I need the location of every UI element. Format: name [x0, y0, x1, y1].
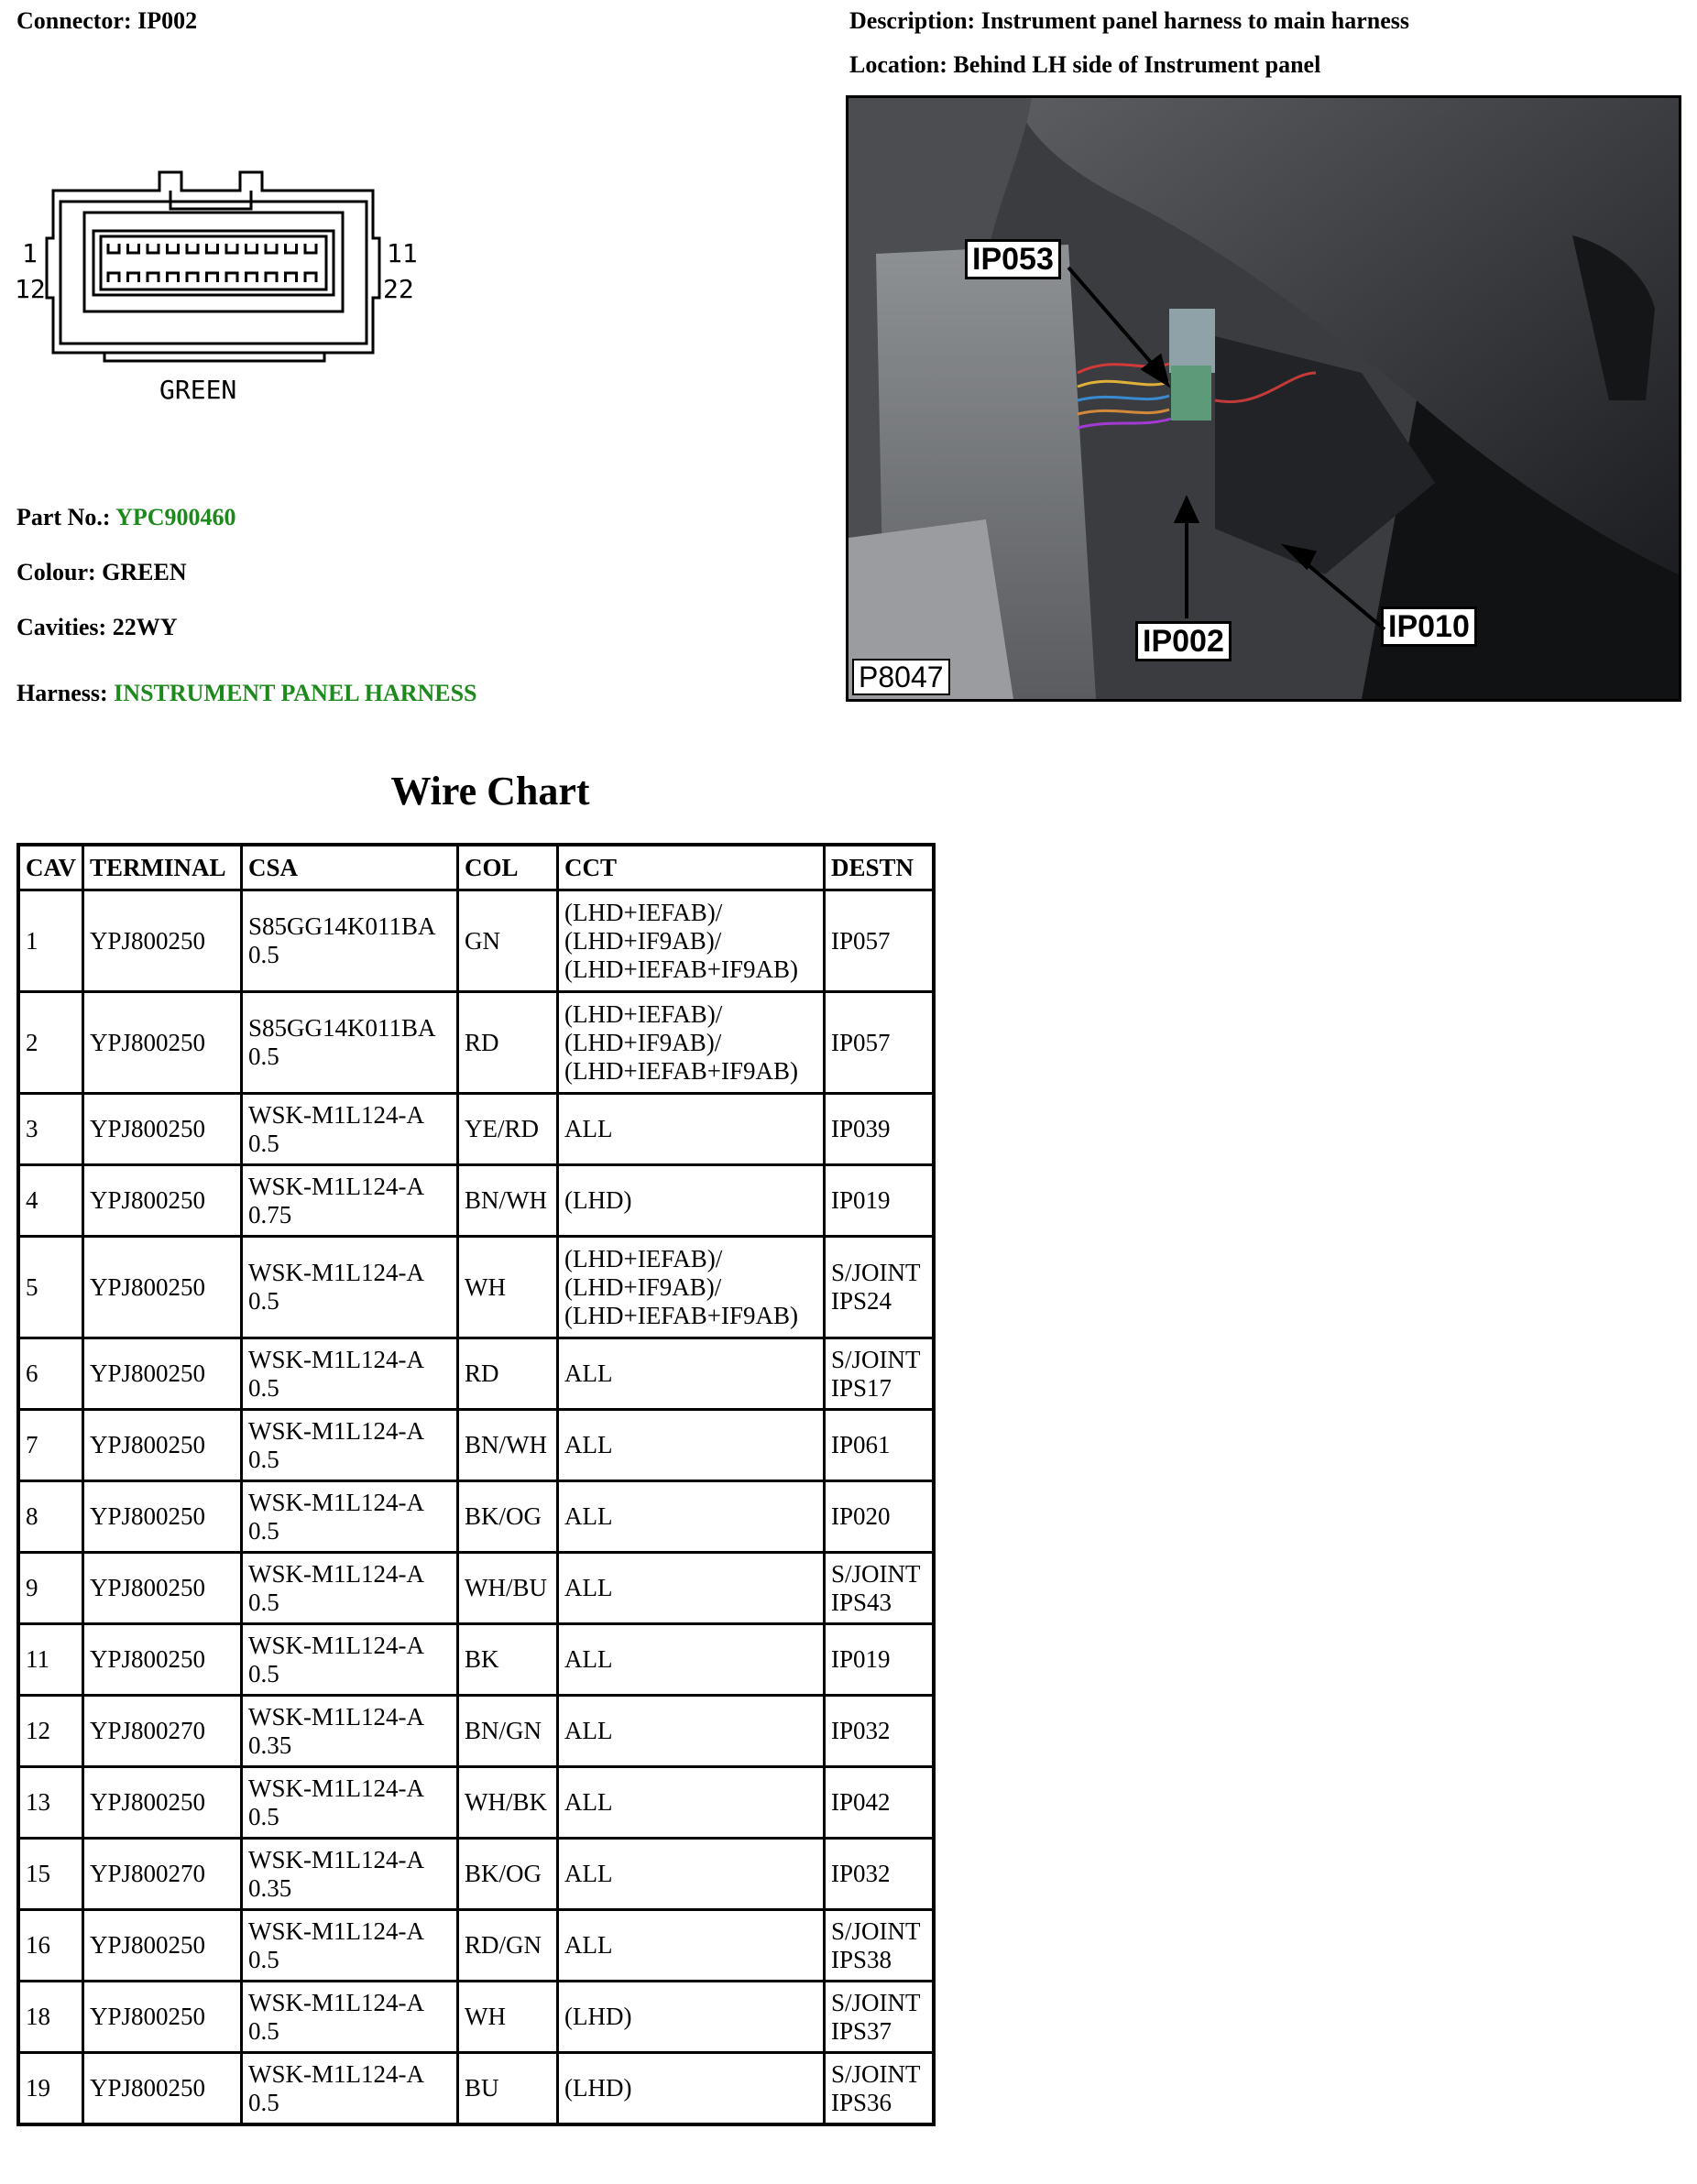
csa-cell-line: 0.5 [248, 2088, 279, 2116]
csa-cell-line: WSK-M1L124-A [248, 1100, 424, 1129]
col-cell: RD [458, 1338, 558, 1410]
cct-cell-line: ALL [564, 1502, 613, 1530]
cct-cell [558, 1767, 825, 1839]
destn-cell [825, 1839, 935, 1910]
csa-cell-line: WSK-M1L124-A [248, 2059, 424, 2088]
destn-cell [825, 992, 935, 1094]
csa-cell-line: 0.5 [248, 1129, 279, 1157]
csa-cell-line: 0.5 [248, 1659, 279, 1687]
harness-label: Harness: [16, 680, 108, 706]
col-cell: BK/OG [458, 1481, 558, 1553]
destn-cell-line: S/JOINT [831, 1559, 921, 1588]
csa-cell-line: 0.5 [248, 1043, 279, 1070]
csa-cell [242, 1696, 458, 1767]
pin-tooth-top [266, 244, 277, 253]
header-cav: CAV [18, 845, 83, 890]
col-cell: WH [458, 1237, 558, 1338]
pin-tooth-bottom [128, 273, 139, 282]
terminal-cell: YPJ800250 [83, 890, 242, 992]
cav-cell: 12 [18, 1696, 83, 1767]
location-heading [849, 51, 1320, 79]
cct-cell-line: (LHD+IEFAB+IF9AB) [564, 1056, 798, 1085]
header-destn: DESTN [825, 845, 935, 890]
description-heading [849, 7, 1409, 35]
csa-cell-line: 0.5 [248, 1588, 279, 1616]
destn-cell [825, 1767, 935, 1839]
cct-cell [558, 1553, 825, 1624]
csa-cell [242, 1165, 458, 1237]
part-no-value: YPC900460 [115, 504, 236, 530]
pin-label-22: 22 [383, 274, 414, 304]
destn-cell-line: S/JOINT [831, 1345, 921, 1373]
destn-cell [825, 1338, 935, 1410]
destn-cell-line: S/JOINT [831, 1259, 921, 1286]
cct-cell [558, 1910, 825, 1982]
col-cell: RD/GN [458, 1910, 558, 1982]
cav-cell: 5 [18, 1237, 83, 1338]
cct-cell [558, 1237, 825, 1338]
pin-tooth-top [286, 244, 297, 253]
cct-cell-line: ALL [564, 1931, 613, 1959]
col-cell: BK [458, 1624, 558, 1696]
table-row [18, 1982, 934, 2053]
csa-cell [242, 2053, 458, 2125]
csa-cell-line: WSK-M1L124-A [248, 1916, 424, 1945]
cct-cell [558, 890, 825, 992]
destn-cell [825, 1910, 935, 1982]
col-cell: WH [458, 1982, 558, 2053]
table-row [18, 1839, 934, 1910]
cav-cell: 4 [18, 1165, 83, 1237]
destn-cell-line: S/JOINT [831, 1916, 921, 1945]
table-row [18, 1767, 934, 1839]
pin-tooth-bottom [226, 273, 237, 282]
harness-value: INSTRUMENT PANEL HARNESS [114, 680, 477, 706]
pin-tooth-top [305, 244, 316, 253]
csa-cell [242, 1910, 458, 1982]
csa-cell [242, 1624, 458, 1696]
destn-cell-line: IP019 [831, 1645, 891, 1673]
terminal-cell: YPJ800250 [83, 1553, 242, 1624]
col-cell: YE/RD [458, 1094, 558, 1165]
cct-cell-line: ALL [564, 1788, 613, 1816]
csa-cell-line: WSK-M1L124-A [248, 1631, 424, 1659]
col-cell: BN/WH [458, 1410, 558, 1481]
cct-cell [558, 1338, 825, 1410]
terminal-cell: YPJ800250 [83, 1624, 242, 1696]
cct-cell-line: (LHD+IEFAB+IF9AB) [564, 955, 798, 983]
csa-cell [242, 992, 458, 1094]
arrowhead-ip010 [1286, 547, 1314, 567]
colour-line [16, 559, 187, 586]
col-cell: BK/OG [458, 1839, 558, 1910]
csa-cell-line: 0.35 [248, 1873, 292, 1902]
pin-tooth-top [128, 244, 139, 253]
csa-cell-line: WSK-M1L124-A [248, 1172, 424, 1200]
harness-line [16, 680, 477, 707]
wire-chart-table [16, 843, 936, 2126]
location-value: Behind LH side of Instrument panel [953, 51, 1321, 78]
connector-label: Connector: [16, 7, 132, 34]
cct-cell-line: ALL [564, 1431, 613, 1458]
pin-tooth-top [246, 244, 257, 253]
cct-cell [558, 1094, 825, 1165]
cct-cell-line: ALL [564, 1574, 613, 1601]
cct-cell-line: (LHD+IF9AB)/ [564, 1272, 722, 1301]
cct-cell-line: (LHD) [564, 2074, 632, 2102]
csa-cell-line: WSK-M1L124-A [248, 1416, 424, 1445]
pin-tooth-bottom [168, 273, 179, 282]
destn-cell [825, 1481, 935, 1553]
csa-cell [242, 1237, 458, 1338]
col-cell: WH/BU [458, 1553, 558, 1624]
terminal-cell: YPJ800250 [83, 992, 242, 1094]
destn-cell [825, 1094, 935, 1165]
terminal-cell: YPJ800270 [83, 1696, 242, 1767]
location-photo [846, 95, 1681, 702]
col-cell: BU [458, 2053, 558, 2125]
csa-cell-line: 0.5 [248, 1516, 279, 1545]
csa-cell-line: 0.5 [248, 1802, 279, 1830]
pin-tooth-bottom [148, 273, 159, 282]
csa-cell-line: S85GG14K011BA [248, 912, 436, 940]
cct-cell-line: (LHD) [564, 1186, 632, 1214]
arrow-ip010 [1297, 556, 1385, 629]
pin-tooth-bottom [305, 273, 316, 282]
csa-cell [242, 1839, 458, 1910]
table-body [18, 890, 934, 2125]
callout-ip010: IP010 [1381, 606, 1477, 647]
photo-reference: P8047 [852, 659, 950, 695]
cct-cell-line: (LHD+IEFAB)/ [564, 1244, 723, 1272]
cavities-line [16, 614, 177, 641]
csa-cell [242, 1481, 458, 1553]
cct-cell-line: (LHD+IF9AB)/ [564, 926, 722, 955]
cct-cell-line: ALL [564, 1645, 613, 1673]
terminal-cell: YPJ800250 [83, 1481, 242, 1553]
cav-cell: 11 [18, 1624, 83, 1696]
cav-cell: 8 [18, 1481, 83, 1553]
description-label: Description: [849, 7, 976, 34]
pin-tooth-bottom [246, 273, 257, 282]
destn-cell [825, 890, 935, 992]
destn-cell [825, 1237, 935, 1338]
destn-cell [825, 1165, 935, 1237]
wire-chart-title: Wire Chart [390, 769, 590, 814]
part-no-label: Part No.: [16, 504, 111, 530]
col-cell: WH/BK [458, 1767, 558, 1839]
cav-cell: 3 [18, 1094, 83, 1165]
pin-label-1: 1 [22, 238, 38, 268]
table-row [18, 890, 934, 992]
header-cct: CCT [558, 845, 825, 890]
terminal-cell: YPJ800250 [83, 2053, 242, 2125]
cct-cell [558, 2053, 825, 2125]
col-cell: GN [458, 890, 558, 992]
destn-cell-line: IPS38 [831, 1945, 892, 1973]
cct-cell-line: (LHD+IEFAB)/ [564, 898, 723, 926]
csa-cell-line: 0.5 [248, 941, 279, 968]
cct-cell [558, 1481, 825, 1553]
pin-tooth-bottom [187, 273, 198, 282]
cct-cell-line: ALL [564, 1860, 613, 1887]
header-csa: CSA [242, 845, 458, 890]
header-terminal: TERMINAL [83, 845, 242, 890]
csa-cell-line: 0.5 [248, 2016, 279, 2045]
destn-cell-line: IP057 [831, 926, 891, 955]
pin-tooth-top [226, 244, 237, 253]
cav-cell: 9 [18, 1553, 83, 1624]
destn-cell-line: IPS37 [831, 2016, 892, 2045]
destn-cell-line: S/JOINT [831, 2059, 921, 2088]
cav-cell: 18 [18, 1982, 83, 2053]
table-row [18, 992, 934, 1094]
csa-cell-line: 0.35 [248, 1731, 292, 1759]
col-cell: RD [458, 992, 558, 1094]
cav-cell: 13 [18, 1767, 83, 1839]
colour-value: GREEN [102, 559, 187, 585]
col-cell: BN/GN [458, 1696, 558, 1767]
destn-cell-line: IP019 [831, 1186, 891, 1214]
cav-cell: 15 [18, 1839, 83, 1910]
csa-cell-line: WSK-M1L124-A [248, 1488, 424, 1516]
table-row [18, 1094, 934, 1165]
connector-heading [16, 7, 197, 35]
destn-cell-line: IP057 [831, 1028, 891, 1056]
table-row [18, 1624, 934, 1696]
table-row [18, 1910, 934, 1982]
pin-tooth-bottom [286, 273, 297, 282]
destn-cell [825, 1410, 935, 1481]
table-row [18, 1410, 934, 1481]
cct-cell-line: (LHD+IEFAB+IF9AB) [564, 1301, 798, 1329]
cct-cell-line: ALL [564, 1115, 613, 1142]
destn-cell-line: S/JOINT [831, 1988, 921, 2016]
cct-cell [558, 1982, 825, 2053]
cct-cell-line: ALL [564, 1360, 613, 1387]
cct-cell [558, 1410, 825, 1481]
colour-label: Colour: [16, 559, 96, 585]
csa-cell [242, 1338, 458, 1410]
csa-cell-line: 0.5 [248, 1945, 279, 1973]
pin-tooth-top [148, 244, 159, 253]
cct-cell-line: (LHD+IF9AB)/ [564, 1028, 722, 1056]
callout-ip053: IP053 [965, 239, 1061, 279]
cct-cell-line: (LHD+IEFAB)/ [564, 999, 723, 1028]
destn-cell-line: IP061 [831, 1431, 891, 1458]
destn-cell [825, 1553, 935, 1624]
connector-value: IP002 [137, 7, 198, 34]
location-label: Location: [849, 51, 947, 78]
destn-cell-line: IP039 [831, 1115, 891, 1142]
pin-tooth-bottom [108, 273, 119, 282]
table-row [18, 1696, 934, 1767]
destn-cell-line: IP020 [831, 1502, 891, 1530]
cct-cell [558, 1624, 825, 1696]
cct-cell [558, 1839, 825, 1910]
destn-cell-line: IP042 [831, 1788, 891, 1816]
terminal-cell: YPJ800250 [83, 1982, 242, 2053]
csa-cell-line: WSK-M1L124-A [248, 1559, 424, 1588]
cct-cell [558, 1165, 825, 1237]
cav-cell: 16 [18, 1910, 83, 1982]
cav-cell: 19 [18, 2053, 83, 2125]
table-row [18, 1165, 934, 1237]
cct-cell-line: (LHD) [564, 2003, 632, 2030]
destn-cell [825, 1982, 935, 2053]
cavities-value: 22WY [112, 614, 178, 640]
part-no-line [16, 504, 236, 531]
destn-cell [825, 1696, 935, 1767]
pin-label-12: 12 [15, 274, 46, 304]
destn-cell-line: IP032 [831, 1717, 891, 1744]
callout-ip002: IP002 [1135, 621, 1232, 661]
pin-tooth-top [168, 244, 179, 253]
col-cell: BN/WH [458, 1165, 558, 1237]
csa-cell-line: 0.5 [248, 1373, 279, 1402]
csa-cell-line: WSK-M1L124-A [248, 1259, 424, 1286]
arrow-ip053 [1068, 268, 1160, 373]
csa-cell-line: WSK-M1L124-A [248, 1702, 424, 1731]
csa-cell-line: WSK-M1L124-A [248, 1774, 424, 1802]
cct-cell-line: ALL [564, 1717, 613, 1744]
csa-cell-line: WSK-M1L124-A [248, 1988, 424, 2016]
pin-tooth-top [207, 244, 218, 253]
terminal-cell: YPJ800250 [83, 1767, 242, 1839]
cav-cell: 1 [18, 890, 83, 992]
csa-cell-line: WSK-M1L124-A [248, 1845, 424, 1873]
arrowhead-ip002 [1177, 499, 1197, 521]
header-col: COL [458, 845, 558, 890]
connector-face-diagram [13, 165, 416, 417]
cavities-label: Cavities: [16, 614, 107, 640]
destn-cell [825, 2053, 935, 2125]
csa-cell [242, 1553, 458, 1624]
csa-cell-line: 0.75 [248, 1200, 292, 1228]
pin-tooth-bottom [266, 273, 277, 282]
pin-tooth-bottom [207, 273, 218, 282]
csa-cell-line: S85GG14K011BA [248, 1014, 436, 1042]
table-row [18, 2053, 934, 2125]
terminal-cell: YPJ800250 [83, 1165, 242, 1237]
destn-cell [825, 1624, 935, 1696]
csa-cell [242, 890, 458, 992]
table-row [18, 1481, 934, 1553]
csa-cell [242, 1094, 458, 1165]
cct-cell [558, 992, 825, 1094]
cav-cell: 2 [18, 992, 83, 1094]
pin-tooth-top [187, 244, 198, 253]
terminal-cell: YPJ800250 [83, 1410, 242, 1481]
terminal-cell: YPJ800270 [83, 1839, 242, 1910]
cav-cell: 7 [18, 1410, 83, 1481]
csa-cell [242, 1767, 458, 1839]
table-row [18, 1237, 934, 1338]
table-row [18, 1553, 934, 1624]
table-header-row [18, 845, 934, 890]
csa-cell-line: 0.5 [248, 1287, 279, 1315]
description-value: Instrument panel harness to main harness [980, 7, 1410, 34]
table-row [18, 1338, 934, 1410]
terminal-cell: YPJ800250 [83, 1338, 242, 1410]
terminal-cell: YPJ800250 [83, 1237, 242, 1338]
csa-cell-line: WSK-M1L124-A [248, 1345, 424, 1373]
diagram-colour-label: GREEN [159, 375, 237, 405]
csa-cell [242, 1982, 458, 2053]
destn-cell-line: IPS43 [831, 1588, 892, 1616]
destn-cell-line: IP032 [831, 1860, 891, 1887]
destn-cell-line: IPS24 [831, 1287, 892, 1315]
destn-cell-line: IPS17 [831, 1373, 892, 1402]
pin-label-11: 11 [387, 238, 416, 268]
csa-cell [242, 1410, 458, 1481]
terminal-cell: YPJ800250 [83, 1910, 242, 1982]
pin-tooth-top [108, 244, 119, 253]
cav-cell: 6 [18, 1338, 83, 1410]
cct-cell [558, 1696, 825, 1767]
csa-cell-line: 0.5 [248, 1445, 279, 1473]
destn-cell-line: IPS36 [831, 2088, 892, 2116]
terminal-cell: YPJ800250 [83, 1094, 242, 1165]
